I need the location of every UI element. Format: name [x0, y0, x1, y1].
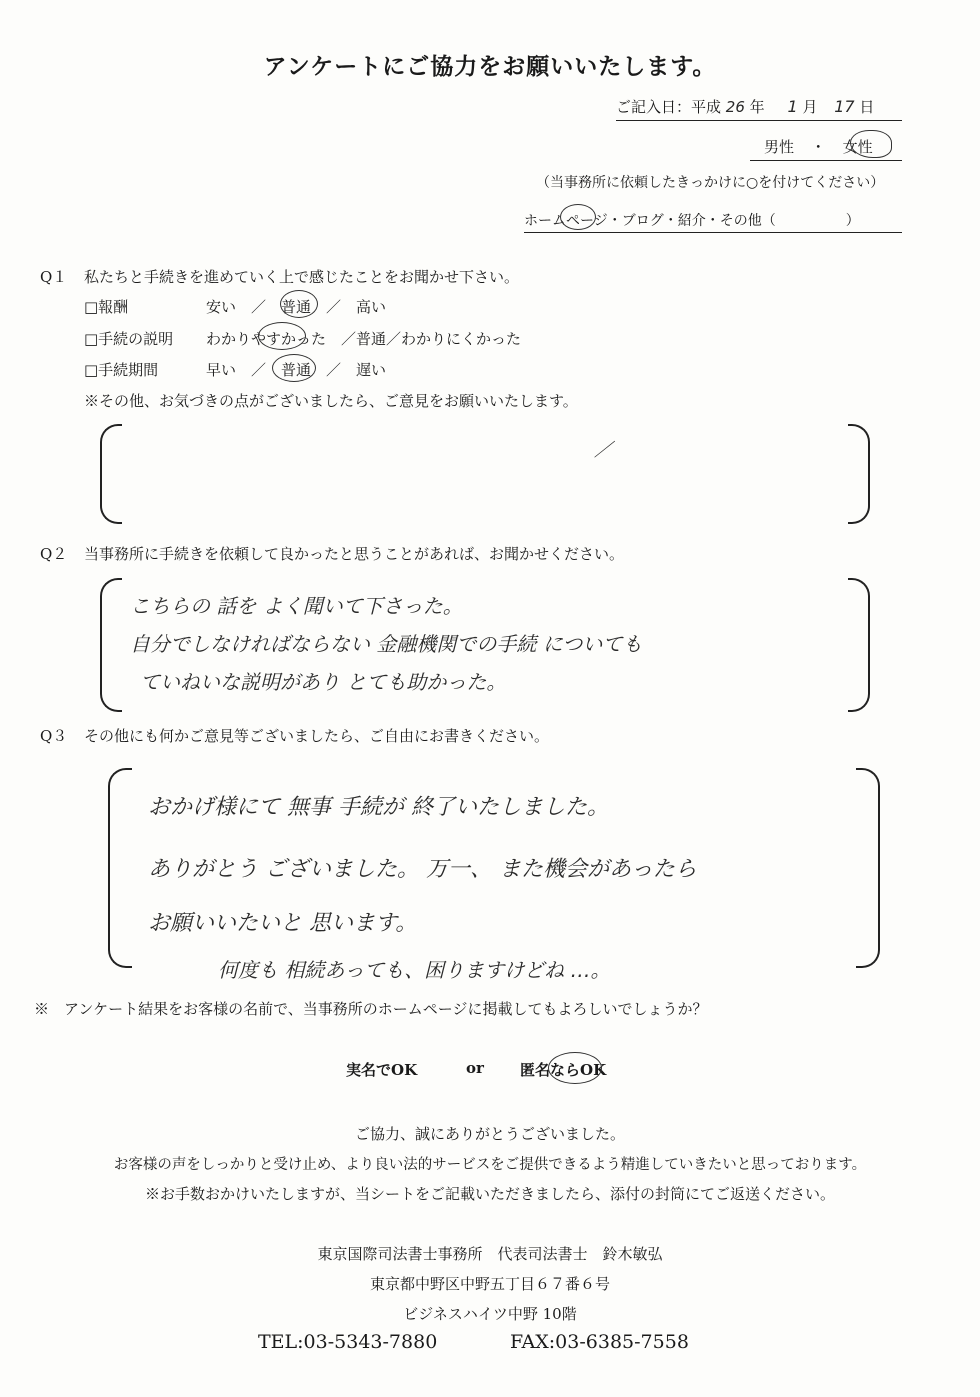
date-day[interactable]: 17	[834, 97, 855, 116]
q2-number: Q２	[40, 545, 68, 563]
date-line	[616, 96, 902, 121]
homepage-circle-mark	[560, 204, 596, 230]
q2-answer-line-2[interactable]: 自分でしなければならない 金融機関での手続 についても	[130, 632, 643, 656]
q2-box-right-bracket	[848, 578, 870, 712]
gender-male[interactable]: 男性	[764, 138, 795, 156]
date-year-unit: 年	[749, 98, 765, 116]
q1-explain-options[interactable]: わかりやすかった ／普通／わかりにくかった	[206, 330, 522, 348]
q3-box-right-bracket	[856, 768, 880, 968]
consent-question: ※ アンケート結果をお客様の名前で、当事務所のホームページに掲載してもよろしいでしょうか？	[34, 1000, 708, 1018]
q2-answer-line-1[interactable]: こちらの 話を よく聞いて下さった。	[130, 594, 463, 618]
q2-box-left-bracket	[100, 578, 122, 712]
q1-fee-label[interactable]: □報酬	[84, 298, 129, 316]
office-tel[interactable]: TEL:03-5343-7880	[258, 1331, 438, 1353]
q3-answer-line-3[interactable]: お願いいたいと 思います。	[148, 911, 418, 936]
q1-period-options[interactable]: 早い ／ 普通 ／ 遅い	[206, 361, 387, 379]
date-label: ご記入日：平成	[616, 98, 722, 116]
office-address-1: 東京都中野区中野五丁目６７番６号	[369, 1275, 610, 1293]
q1-fee-options[interactable]: 安い ／ 普通 ／ 高い	[206, 298, 387, 316]
q1-period-label[interactable]: □手続期間	[84, 361, 159, 379]
office-fax[interactable]: FAX:03-6385-7558	[510, 1331, 689, 1353]
trigger-note: （当事務所に依頼したきっかけに○を付けてください）	[536, 175, 885, 191]
closing-message: お客様の声をしっかりと受け止め、より良い法的サービスをご提供できるよう精進していきたいと思っております。	[113, 1157, 867, 1173]
survey-title: アンケートにご協力をお願いいたします。	[263, 53, 717, 80]
consent-real-name-option[interactable]: 実名でOK	[346, 1061, 418, 1079]
q3-box-left-bracket	[108, 768, 132, 968]
female-circle-mark	[850, 130, 892, 158]
date-month[interactable]: 1	[787, 97, 798, 116]
q1-box-left-bracket	[100, 424, 122, 524]
period-circle-mark	[272, 354, 316, 382]
q1-explain-label[interactable]: □手続の説明	[84, 330, 174, 348]
q1-box-right-bracket	[848, 424, 870, 524]
office-address-2: ビジネスハイツ中野 10階	[403, 1305, 577, 1323]
date-day-unit: 日	[859, 98, 875, 116]
date-month-unit: 月	[802, 98, 818, 116]
q3-answer-line-1[interactable]: おかげ様にて 無事 手続が 終了いたしました。	[148, 795, 609, 820]
trigger-options[interactable]: ホームページ・ブログ・紹介・その他（ ）	[524, 210, 902, 233]
closing-thanks: ご協力、誠にありがとうございました。	[354, 1125, 625, 1143]
fee-circle-mark	[280, 290, 318, 318]
q3-answer-line-2[interactable]: ありがとう ございました。 万一、 また機会があったら	[148, 857, 697, 882]
explain-circle-mark	[258, 322, 306, 350]
date-year[interactable]: 26	[725, 98, 745, 116]
q1-question: 私たちと手続きを進めていく上で感じたことをお聞かせ下さい。	[84, 268, 520, 286]
gender-female[interactable]: 女性	[842, 138, 873, 156]
anonymous-circle-mark	[548, 1052, 602, 1084]
office-name: 東京国際司法書士事務所 代表司法書士 鈴木敏弘	[317, 1245, 663, 1263]
q1-note: ※その他、お気づきの点がございましたら、ご意見をお願いいたします。	[84, 392, 578, 410]
consent-or: or	[466, 1059, 484, 1077]
gender-separator: ・	[810, 138, 826, 156]
q1-number: Q１	[40, 268, 68, 286]
q1-answer[interactable]: ／	[594, 440, 612, 461]
q2-answer-line-3[interactable]: ていねいな説明があり とても助かった。	[140, 670, 507, 694]
consent-anonymous-option[interactable]: 匿名ならOK	[520, 1061, 607, 1079]
q3-question: その他にも何かご意見等ございましたら、ご自由にお書きください。	[84, 727, 550, 745]
q3-answer-line-4[interactable]: 何度も 相続あっても、困りますけどね …。	[218, 958, 611, 982]
closing-return-note: ※お手数おかけいたしますが、当シートをご記載いただきましたら、添付の封筒にてご返送ください。	[144, 1185, 835, 1203]
q2-question: 当事務所に手続きを依頼して良かったと思うことがあれば、お聞かせください。	[84, 545, 625, 563]
q3-number: Q３	[40, 727, 68, 745]
